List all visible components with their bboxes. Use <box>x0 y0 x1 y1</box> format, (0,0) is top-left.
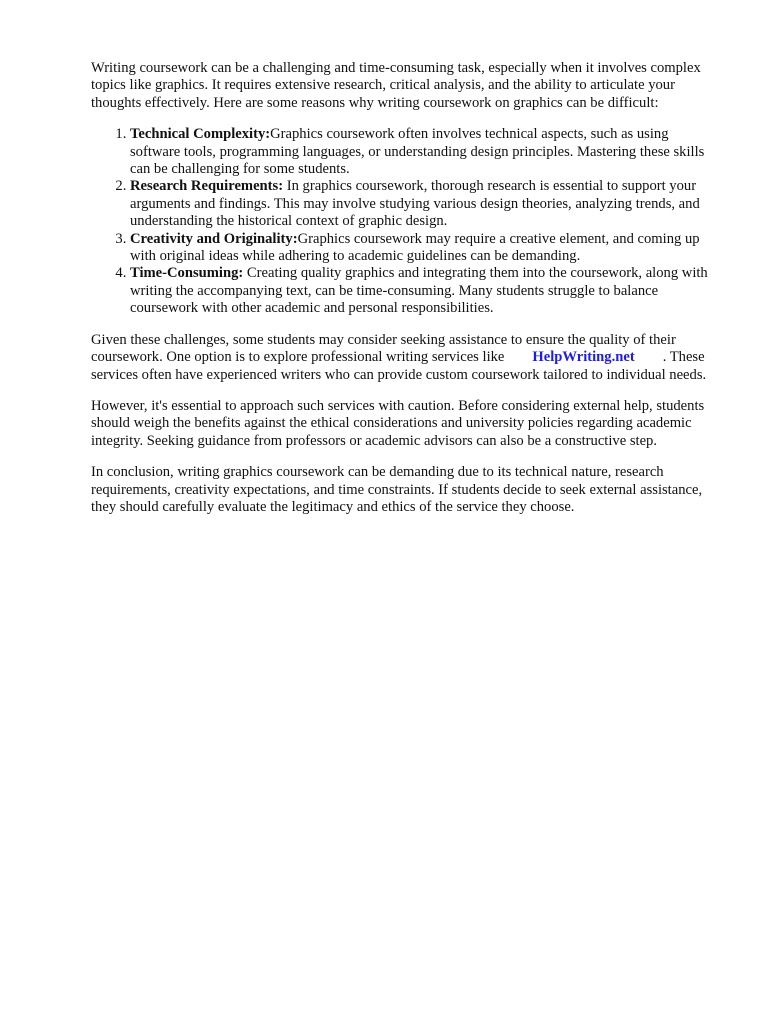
list-item <box>130 178 721 230</box>
reason-text: Creating quality graphics and integrating them into the coursework, along with writing the accompanying text, can be time-consuming. Many students struggle to balance coursework with other academic and personal responsibilities. <box>130 265 708 317</box>
assistance-paragraph <box>91 332 721 384</box>
list-item <box>130 126 721 178</box>
reason-text: In graphics coursework, thorough research is essential to support your arguments and findings. This may involve studying various design theories, analyzing trends, and understanding the historical context of graphic design. <box>130 178 700 230</box>
list-item <box>130 231 721 266</box>
reason-term: Technical Complexity: <box>130 126 271 143</box>
reason-text: Graphics coursework often involves technical aspects, such as using software tools, programming languages, or understanding design principles. Mastering these skills can be challenging for some students. <box>130 126 705 178</box>
intro-paragraph: Writing coursework can be a challenging and time-consuming task, especially when it involves complex topics like graphics. It requires extensive research, critical analysis, and the ability to articulate your thoughts effectively. Here are some reasons why writing coursework on graphics can be difficult: <box>91 60 701 111</box>
reason-term: Creativity and Originality: <box>130 230 298 247</box>
reason-term: Time-Consuming: <box>130 265 244 282</box>
caution-paragraph: However, it's essential to approach such services with caution. Before considering external help, students should weigh the benefits against the ethical considerations and university policies regarding academic integrity. Seeking guidance from professors or academic advisors can also be a constructive step. <box>91 397 705 449</box>
reason-text: Graphics coursework may require a creative element, and coming up with original ideas while adhering to academic guidelines can be demanding. <box>130 230 700 265</box>
helpwriting-link[interactable]: HelpWriting.net <box>532 349 635 366</box>
reasons-list <box>91 126 721 317</box>
list-item <box>130 265 721 317</box>
document-page <box>91 60 721 530</box>
conclusion-paragraph: In conclusion, writing graphics coursework can be demanding due to its technical nature, research requirements, creativity expectations, and time constraints. If students decide to seek external assistance, they should carefully evaluate the legitimacy and ethics of the service they choose. <box>91 464 703 515</box>
assistance-text-before: Given these challenges, some students may consider seeking assistance to ensure the quality of their coursework. One option is to explore professional writing services like <box>91 331 676 366</box>
reason-term: Research Requirements: <box>130 178 284 195</box>
assistance-text-after: . These services often have experienced writers who can provide custom coursework tailored to individual needs. <box>91 349 707 383</box>
